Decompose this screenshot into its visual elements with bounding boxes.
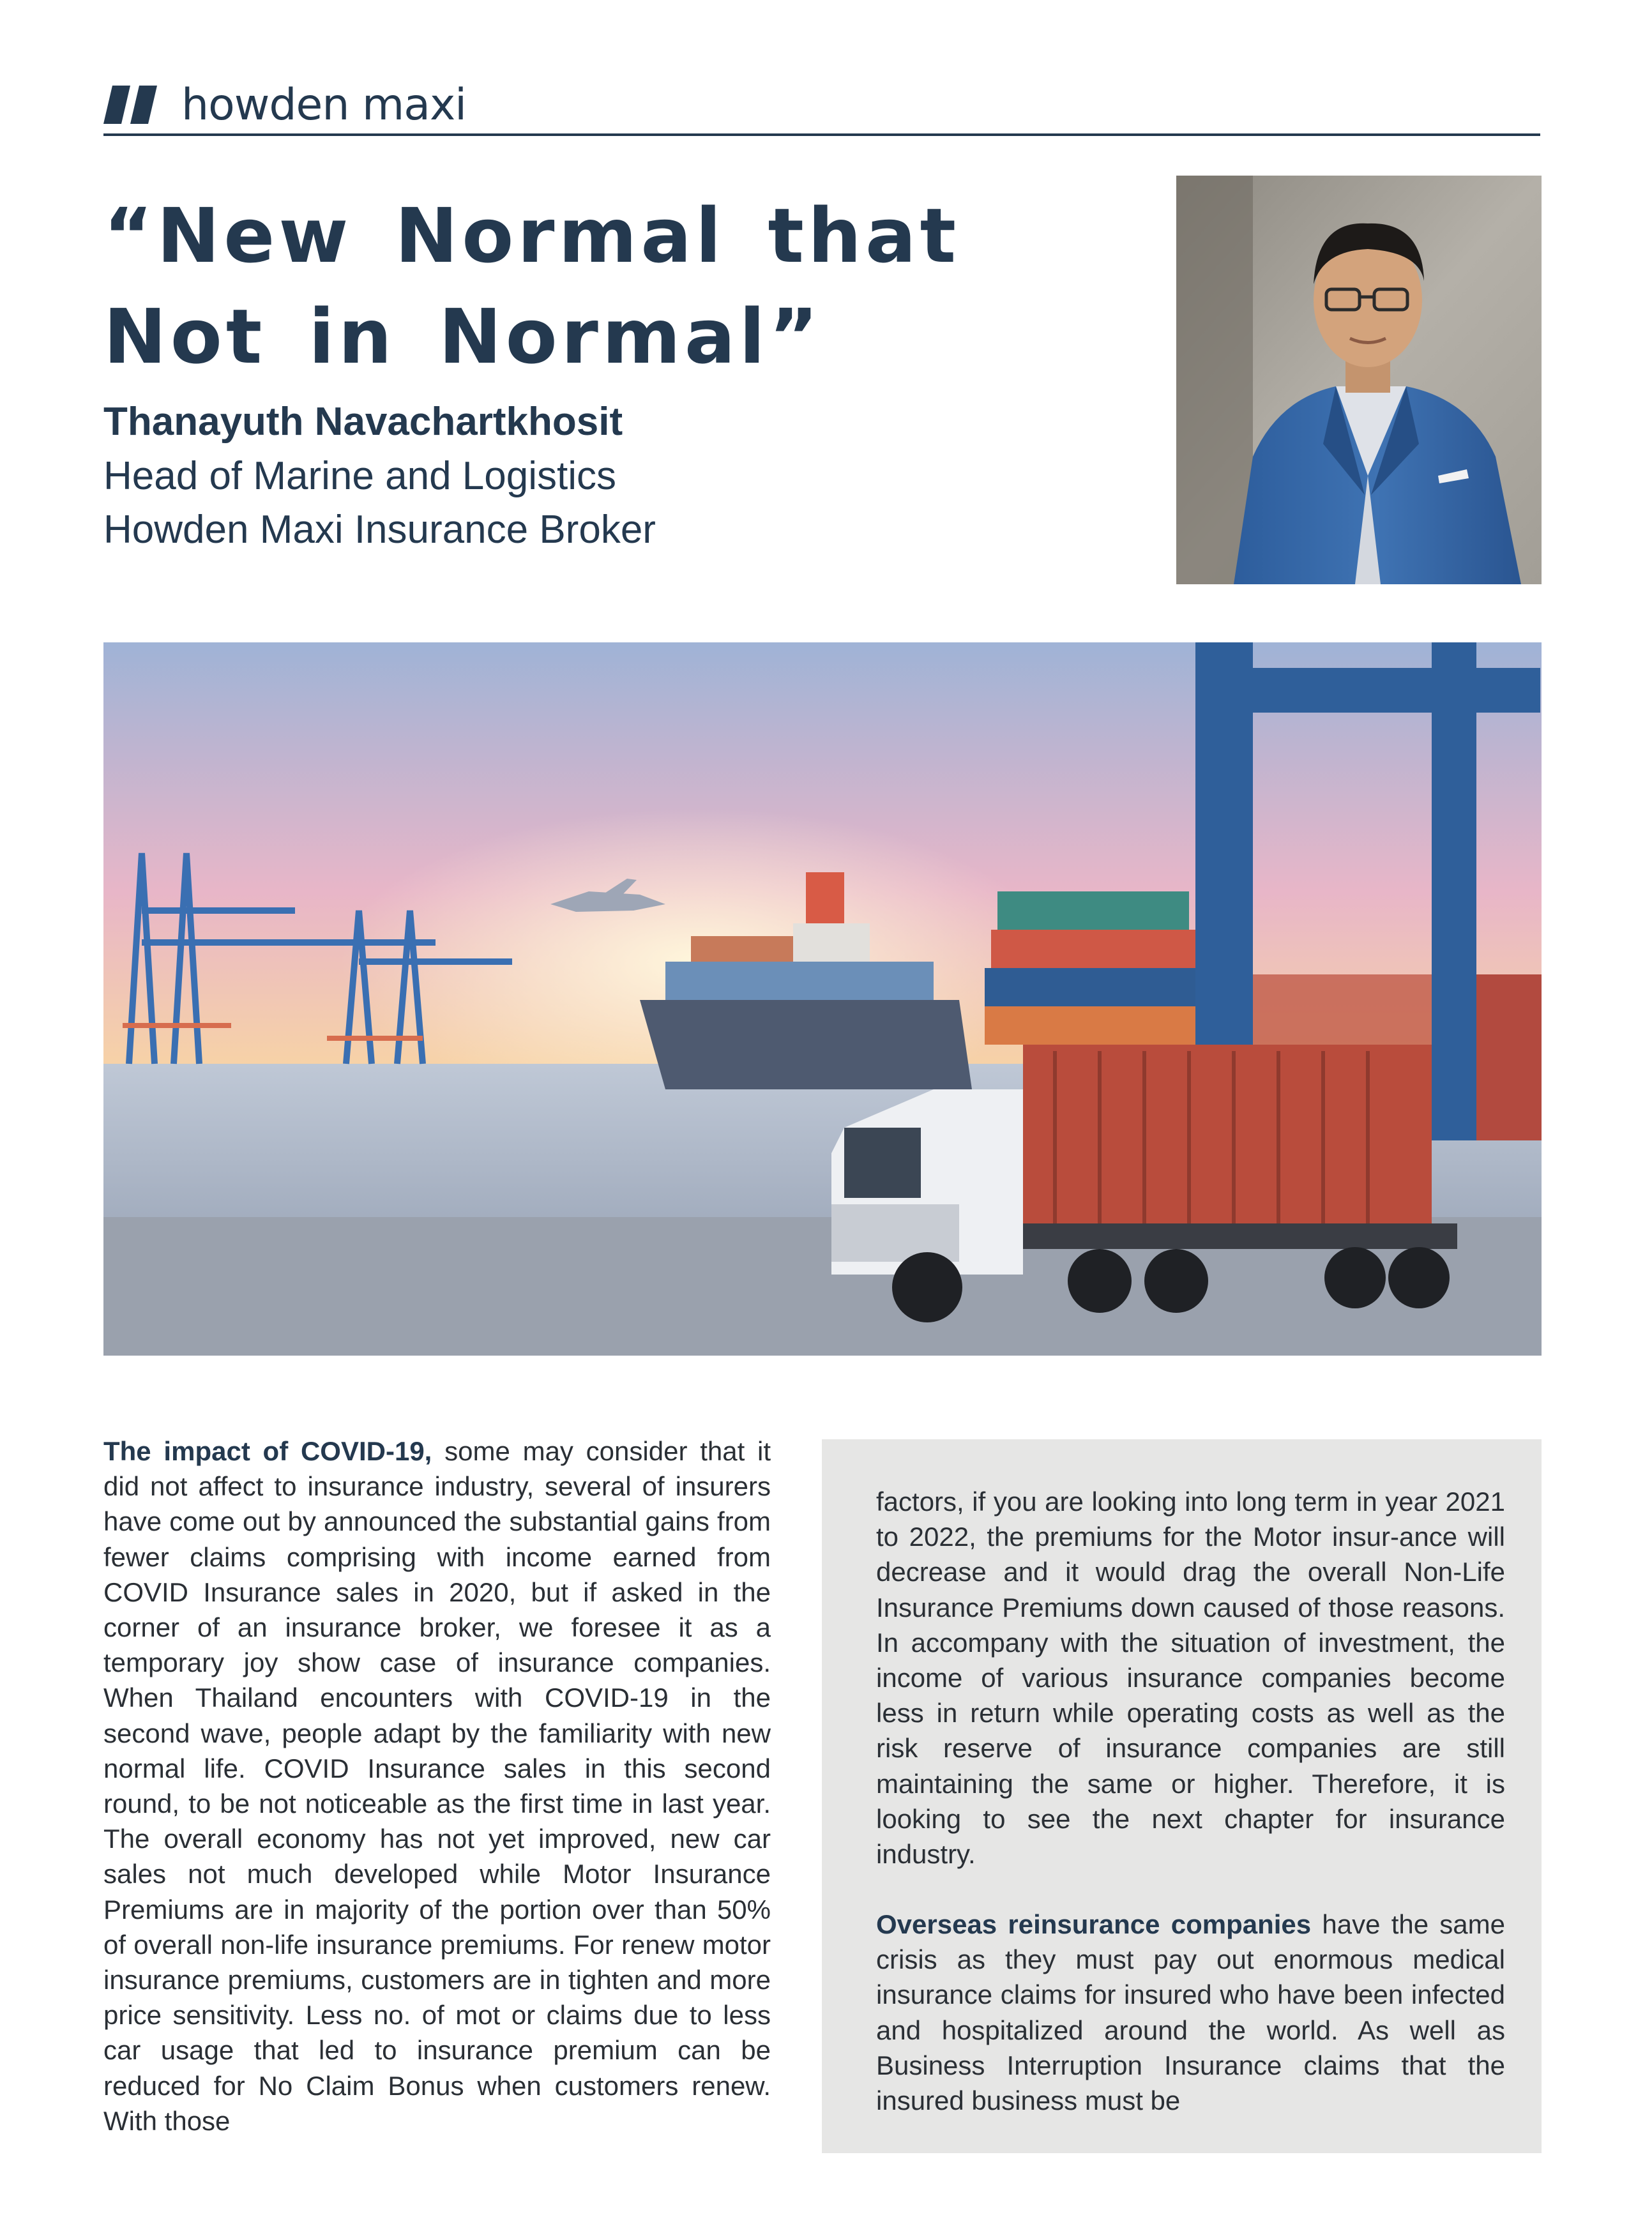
sidebar-paragraph-2 xyxy=(876,1907,1505,2118)
lead-phrase-covid: The impact of COVID-19, xyxy=(103,1436,432,1466)
article-body-left xyxy=(103,1434,771,2138)
brand-logo xyxy=(103,75,466,134)
author-portrait xyxy=(1176,176,1542,584)
author-company: Howden Maxi Insurance Broker xyxy=(103,508,656,552)
brand-name: howden maxi xyxy=(181,79,467,130)
logistics-hero-image xyxy=(103,642,1542,1356)
sidebar-panel xyxy=(822,1439,1542,2153)
author-name: Thanayuth Navachartkhosit xyxy=(103,400,623,444)
body-text-reinsurance: have the same crisis as they must pay out enormous medical insurance claims for insured who have been infected and hospitalized around the world. As well as Business Interruption Insurance claims that the insured business must be xyxy=(876,1909,1506,2116)
lead-phrase-reinsurance: Overseas reinsurance companies xyxy=(876,1909,1312,1939)
body-text-left: some may consider that it did not affect to insurance industry, several of insurers have come out by announced the substantial gains from fewer claims comprising with income earned from COVID Insurance sales in 2020, but if asked in the corner of an insurance broker, we foresee it as a temporary joy show case of insurance companies. When Thailand encounters with COVID-19 in the second wave, people adapt by the familiarity with new normal life. COVID Insurance sales in this second round, to be not noticeable as the first time in last year. The overall economy has not yet improved, new car sales not much developed while Motor Insurance Premiums are in majority of the portion over than 50% of overall non-life insurance premiums. For renew motor insurance premiums, customers are in tighten and more price sensitivity. Less no. of mot or claims due to less car usage that led to insurance premium can be reduced for No Claim Bonus when customers renew. With those xyxy=(103,1436,771,2136)
header-divider xyxy=(103,133,1540,136)
article-title: “New Normal that Not in Normal” xyxy=(103,192,960,381)
sidebar-paragraph-1: factors, if you are looking into long term in year 2021 to 2022, the premiums for the Motor insur-ance will decrease and it would drag the overall Non-Life Insurance Premiums down caused of those reasons. In accompany with the situation of investment, the income of various insurance companies become less in return while operating costs as well as the risk reserve of insurance companies are still maintaining the same or higher. Therefore, it is looking to see the next chapter for insurance industry. xyxy=(876,1487,1505,1870)
author-role: Head of Marine and Logistics xyxy=(103,454,617,498)
logo-slash-icon xyxy=(103,86,167,124)
